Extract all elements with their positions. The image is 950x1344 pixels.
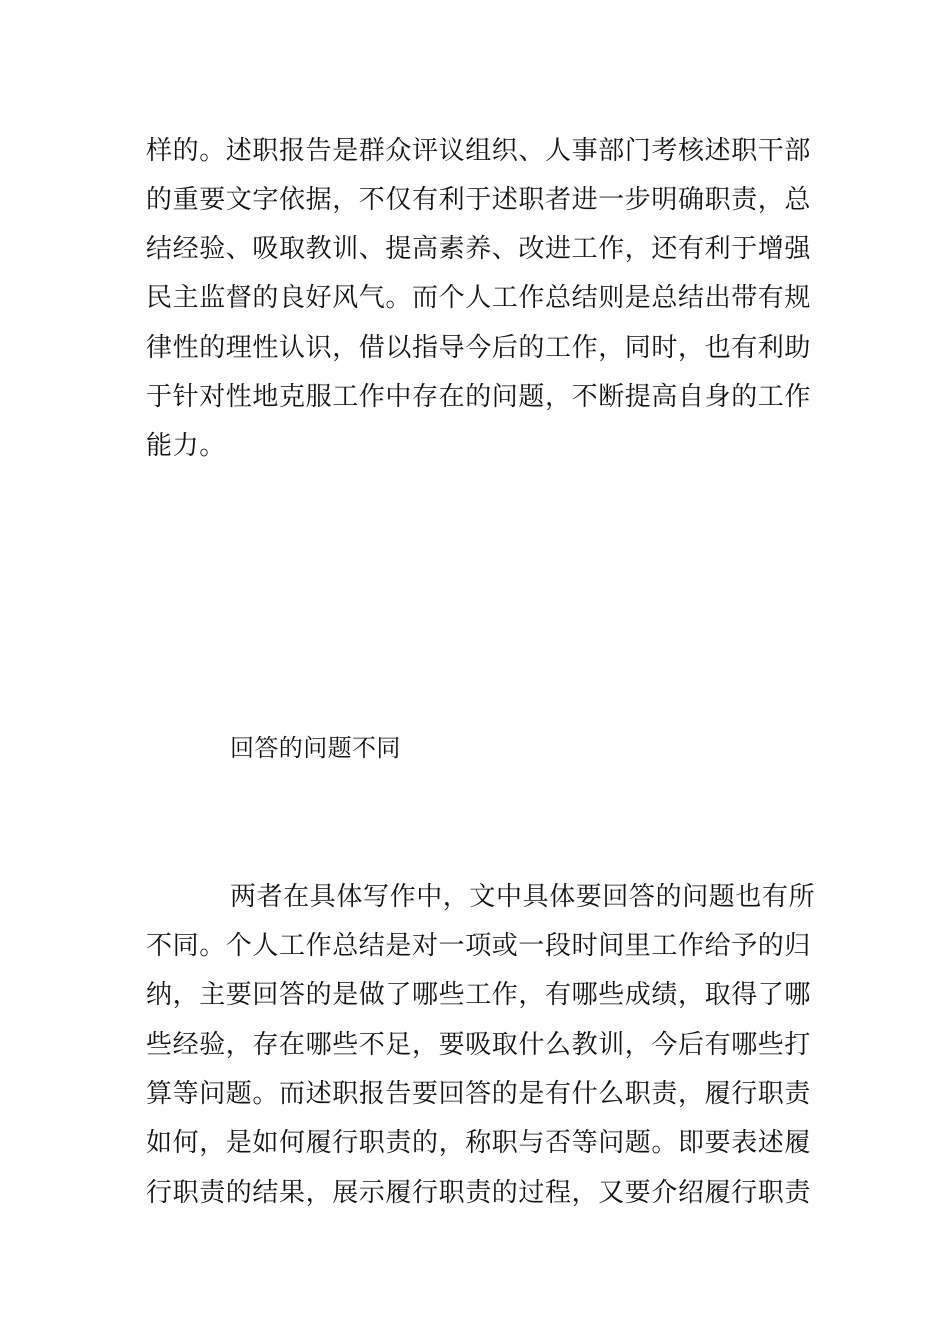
paragraph-2-line-7: 行职责的结果，展示履行职责的过程，又要介绍履行职责 — [146, 1178, 812, 1208]
paragraph-2-line-6: 如何，是如何履行职责的，称职与否等问题。即要表述履 — [146, 1128, 812, 1158]
paragraph-1-line-7: 能力。 — [146, 431, 226, 461]
paragraph-1-line-5: 律性的理性认识，借以指导今后的工作，同时，也有利助 — [146, 333, 812, 363]
paragraph-1-line-1: 样的。述职报告是群众评议组织、人事部门考核述职干部 — [146, 136, 812, 166]
section-heading: 回答的问题不同 — [230, 734, 401, 762]
paragraph-1-line-2: 的重要文字依据，不仅有利于述职者进一步明确职责，总 — [146, 185, 812, 215]
paragraph-2-line-3: 纳，主要回答的是做了哪些工作，有哪些成绩，取得了哪 — [146, 980, 812, 1010]
paragraph-1-line-4: 民主监督的良好风气。而个人工作总结则是总结出带有规 — [146, 283, 812, 313]
paragraph-2-line-2: 不同。个人工作总结是对一项或一段时间里工作给予的归 — [146, 931, 812, 961]
paragraph-1-line-6: 于针对性地克服工作中存在的问题，不断提高自身的工作 — [146, 382, 812, 412]
paragraph-1-line-3: 结经验、吸取教训、提高素养、改进工作，还有利于增强 — [146, 234, 812, 264]
paragraph-2-line-5: 算等问题。而述职报告要回答的是有什么职责，履行职责 — [146, 1079, 812, 1109]
paragraph-2-line-4: 些经验，存在哪些不足，要吸取什么教训，今后有哪些打 — [146, 1030, 812, 1060]
paragraph-2-line-1: 两者在具体写作中，文中具体要回答的问题也有所 — [230, 882, 816, 912]
